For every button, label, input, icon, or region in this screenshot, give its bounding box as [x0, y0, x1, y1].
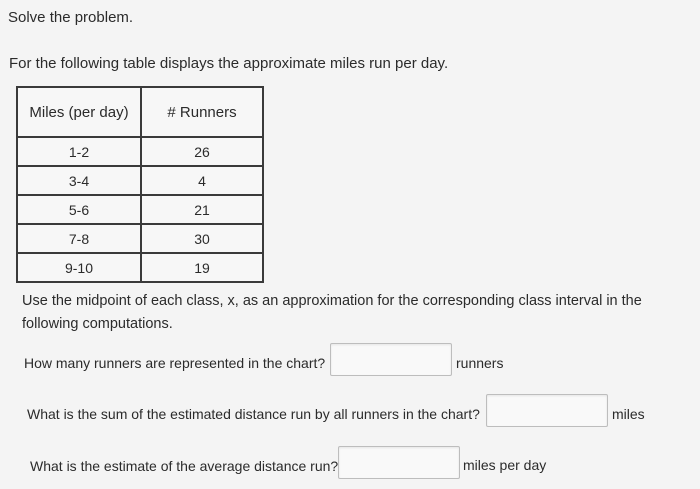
sum-distance-input[interactable] [486, 394, 608, 427]
table-row [17, 224, 263, 253]
table-cell-miles: 3-4 [17, 166, 141, 195]
table-row [17, 166, 263, 195]
table-cell-runners: 26 [141, 137, 263, 166]
table-row [17, 137, 263, 166]
table-cell-runners: 19 [141, 253, 263, 282]
table-header-row [17, 87, 263, 137]
unit-miles-per-day: miles per day [463, 457, 547, 473]
table-cell-miles: 7-8 [17, 224, 141, 253]
table-row [17, 195, 263, 224]
unit-runners: runners [456, 355, 504, 371]
question-average-distance: What is the estimate of the average distance run? [30, 458, 339, 474]
table-cell-runners: 4 [141, 166, 263, 195]
column-header-miles: Miles (per day) [17, 87, 141, 137]
table-row [17, 253, 263, 282]
table-cell-miles: 9-10 [17, 253, 141, 282]
table-cell-miles: 1-2 [17, 137, 141, 166]
question-sum-distance: What is the sum of the estimated distance run by all runners in the chart? [27, 406, 480, 422]
column-header-runners: # Runners [141, 87, 263, 137]
table-cell-runners: 30 [141, 224, 263, 253]
frequency-table [16, 86, 264, 283]
total-runners-input[interactable] [330, 343, 452, 376]
problem-intro: For the following table displays the approximate miles run per day. [9, 55, 449, 72]
table-cell-runners: 21 [141, 195, 263, 224]
problem-heading: Solve the problem. [8, 9, 134, 26]
question-total-runners: How many runners are represented in the chart? [24, 355, 326, 371]
unit-miles: miles [612, 406, 645, 422]
average-distance-input[interactable] [338, 446, 460, 479]
table-cell-miles: 5-6 [17, 195, 141, 224]
midpoint-instruction: Use the midpoint of each class, x, as an approximation for the corresponding class interval in the following computations. [22, 293, 642, 332]
